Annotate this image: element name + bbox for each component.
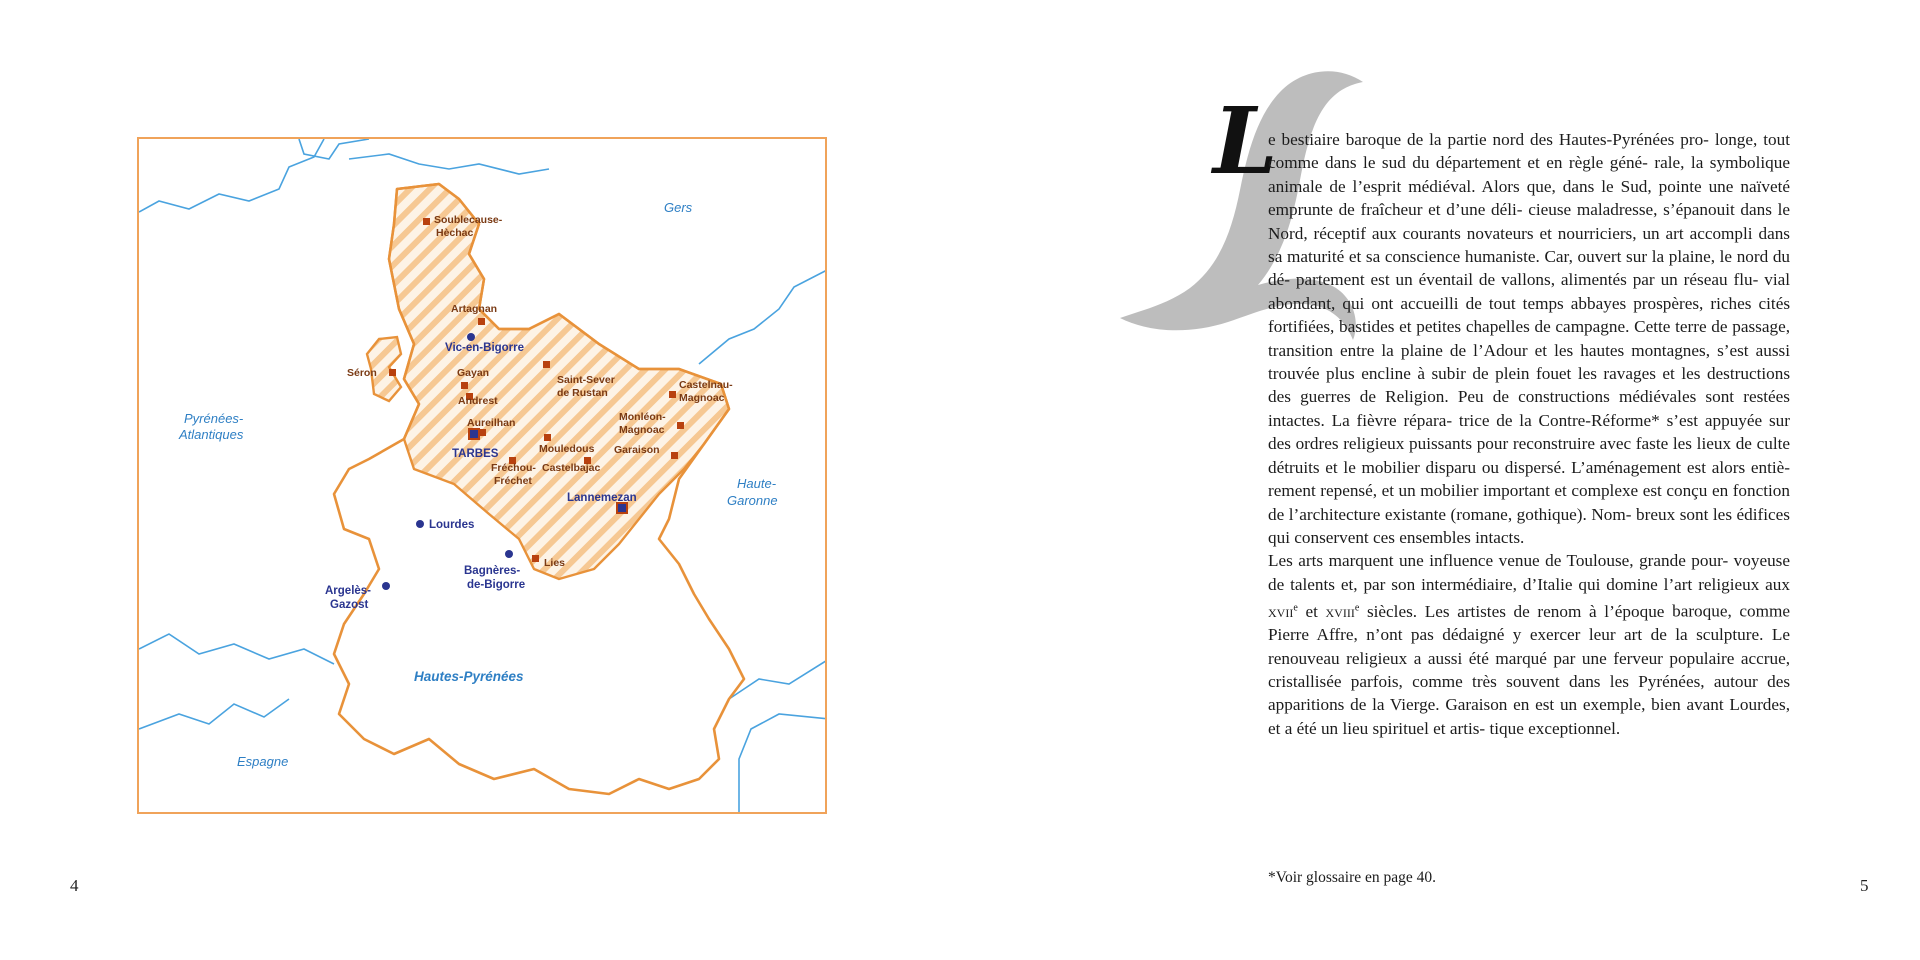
place-label: Garaison [614, 444, 660, 456]
place-label: Magnoac [679, 392, 725, 404]
tarbes-marker [469, 429, 479, 439]
town-label: Lannemezan [567, 492, 637, 504]
town-dot [467, 333, 475, 341]
text-line: puissants pour reconstruire avec faste les lieux de culte détruits et [1268, 434, 1791, 477]
site-marker [669, 391, 676, 398]
region-label: Garonne [727, 493, 778, 508]
text-line: vial abondant, qui ont accueilli de tout temps abbayes prospères, [1268, 270, 1791, 313]
site-marker [478, 318, 485, 325]
site-marker [461, 382, 468, 389]
text-line: de la sculpture. Le renouveau religieux a aussi été marqué par une [1268, 625, 1791, 668]
text-line: ferveur populaire accrue, cristallisée parfois, comme très souvent [1268, 648, 1790, 692]
town-dot [416, 520, 424, 528]
river-line [349, 154, 549, 174]
town-label: Lourdes [429, 519, 475, 531]
text-line: le mobilier disparu ou dispersé. L’aménagement est alors entiè- [1343, 457, 1790, 477]
river-line [299, 139, 369, 159]
place-label: Fréchou- [491, 462, 536, 474]
footnote: *Voir glossaire en page 40. [1268, 869, 1437, 886]
place-label: Monléon- [619, 411, 666, 423]
region-label: Espagne [237, 754, 289, 769]
place-label: Aureilhan [467, 417, 516, 429]
text-line: rement repensé, et un mobilier important et complexe est conçu [1268, 481, 1708, 501]
place-label: Mouledous [539, 443, 595, 455]
river-line [739, 714, 827, 814]
site-marker [479, 429, 486, 436]
town-label: Argelès- [325, 585, 372, 597]
place-label: Soublecause- [434, 214, 503, 226]
site-marker [423, 218, 430, 225]
paragraph-2 [1268, 549, 1790, 740]
region-label: Gers [664, 200, 693, 215]
place-label: Séron [347, 367, 377, 379]
text-line: rale, la symbolique animale de l’esprit médiéval. Alors que, dans [1268, 153, 1790, 196]
text-line: e bestiaire baroque de la partie nord des Hautes-Pyrénées pro- [1268, 130, 1709, 149]
river-line [139, 634, 334, 664]
text-line: Cette terre de passage, transition entre la plaine de l’Adour et les [1268, 317, 1790, 360]
text-line: breux sont les édifices qui conservent ces ensembles intacts. [1268, 504, 1790, 547]
text-line: cieuse maladresse, s’épanouit dans le Nord, réceptif aux courants [1268, 200, 1790, 243]
text-line: baroque, comme Pierre Affre, n’ont pas dédaigné y exercer leur art [1268, 601, 1790, 645]
place-label: Artagnan [451, 303, 498, 315]
page-number-left: 4 [70, 876, 79, 895]
text-line: Les arts marquent une influence venue de Toulouse, grande pour- [1268, 551, 1729, 571]
town-label: Bagnères- [464, 565, 521, 577]
place-label: Hèchac [436, 227, 474, 239]
text-line: religieux aux xvii$^e$ et xviii$^e$ siècles. Les artistes de renom à l’époque [1268, 574, 1790, 621]
region-label: Pyrénées- [184, 411, 244, 426]
site-marker [543, 361, 550, 368]
river-line [139, 139, 324, 212]
river-line [139, 699, 289, 729]
place-label: Saint-Sever [557, 374, 615, 386]
text-line: riches cités fortifiées, bastides et petites chapelles de campagne. [1268, 293, 1791, 337]
text-line: tique exceptionnel. [1489, 718, 1621, 738]
river-line [699, 269, 827, 364]
text-line: conscience humaniste. Car, ouvert sur la plaine, le nord du dé- [1268, 247, 1791, 290]
text-line: longe, tout comme dans le sud du département et en règle géné- [1268, 130, 1790, 173]
town-dot [505, 550, 513, 558]
place-label: Fréchet [494, 475, 532, 487]
text-line: novateurs et nourriciers, un art accompli dans sa maturité et sa [1268, 223, 1790, 267]
text-line: trice de la Contre-Réforme* s’est appuyée sur des ordres religieux [1268, 410, 1790, 454]
text-line: constructions médiévales sont restées intactes. La fièvre répara- [1268, 387, 1790, 430]
town-label: TARBES [452, 448, 499, 460]
department-label: Hautes-Pyrénées [414, 669, 524, 684]
site-marker [677, 422, 684, 429]
place-label: Gayan [457, 367, 490, 379]
text-line: est un exemple, bien avant Lourdes, et a été un lieu spirituel et artis- [1268, 695, 1791, 738]
map-canvas [139, 139, 827, 814]
place-label: de Rustan [557, 387, 608, 399]
place-label: Andrest [458, 395, 498, 407]
text-line: partement est un éventail de vallons, alimentés par un réseau flu- [1295, 270, 1759, 290]
town-label: Vic-en-Bigorre [445, 342, 525, 354]
text-line: hautes montagnes, s’est aussi trouvée plus encline à subir de plein [1268, 340, 1791, 384]
lannemezan-marker [617, 503, 627, 513]
site-marker [532, 555, 539, 562]
text-line: en fonction de l’architecture existante (romane, gothique). Nom- [1268, 481, 1790, 524]
place-label: Magnoac [619, 424, 665, 436]
place-label: Lies [544, 557, 566, 569]
place-label: Castelnau- [679, 379, 733, 391]
region-label: Haute- [737, 476, 777, 491]
drop-cap-letter: L [1213, 87, 1278, 195]
text-line: dans les Pyrénées, autour des apparitions de la Vierge. Garaison en [1268, 672, 1791, 715]
text-line: fouet les ravages et les destructions des guerres de Religion. Peu de [1268, 364, 1791, 407]
site-marker [544, 434, 551, 441]
town-dot [382, 582, 390, 590]
town-label: Gazost [330, 599, 369, 611]
text-line: le Sud, pointe une naïveté emprunte de fraîcheur et d’une déli- [1268, 176, 1790, 220]
region-label: Atlantiques [179, 427, 244, 442]
site-marker [671, 452, 678, 459]
town-label: de-Bigorre [467, 579, 526, 591]
place-label: Castelbajac [542, 462, 601, 474]
paragraph-1 [1268, 128, 1790, 549]
text-line: voyeuse de talents et, par son intermédiaire, d’Italie qui domine l’art [1268, 551, 1790, 594]
site-marker [389, 369, 396, 376]
page-number-right: 5 [1860, 876, 1869, 895]
map-figure [137, 137, 827, 814]
body-text [1268, 128, 1790, 740]
